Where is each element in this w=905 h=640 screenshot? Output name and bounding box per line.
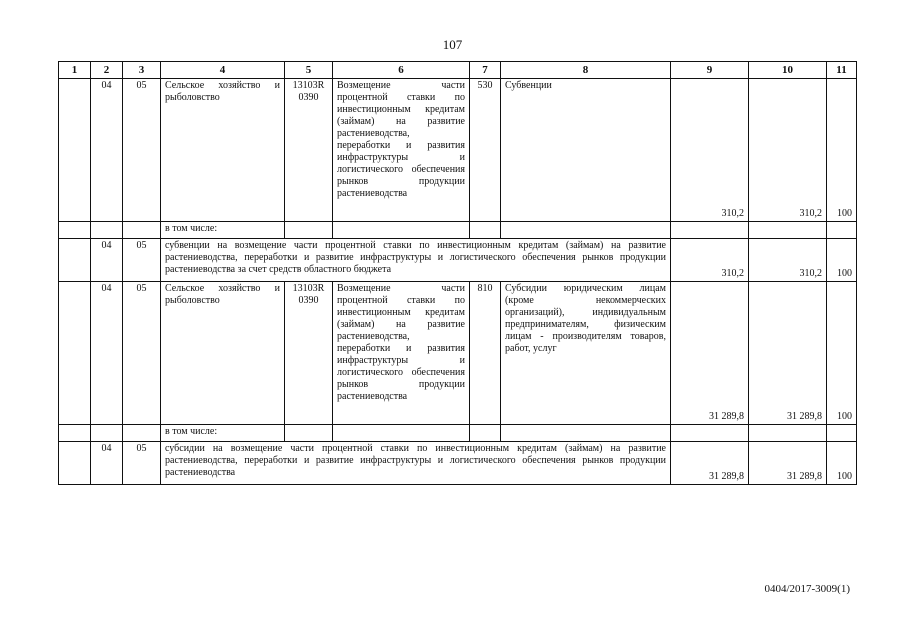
cell-actual: 310,2 <box>749 239 827 282</box>
cell-expense-name: Субсидии юридическим лицам (кроме некоммерческих организаций), индивидуальным предпринимателям, физическим лицам - производителям товаров, работ, услуг <box>501 282 671 425</box>
header-col-4: 4 <box>161 62 285 79</box>
cell-plan: 31 289,8 <box>671 282 749 425</box>
cell-including: в том числе: <box>161 425 285 442</box>
header-col-1: 1 <box>59 62 91 79</box>
cell-empty <box>671 222 749 239</box>
cell-section: 04 <box>91 442 123 485</box>
cell-empty <box>59 442 91 485</box>
cell-plan: 31 289,8 <box>671 442 749 485</box>
cell-section: 04 <box>91 79 123 222</box>
table-row <box>59 222 857 239</box>
cell-expense-name: Субвенции <box>501 79 671 222</box>
cell-empty <box>470 222 501 239</box>
header-col-8: 8 <box>501 62 671 79</box>
cell-empty <box>501 425 671 442</box>
cell-target-code: 13103R 0390 <box>285 79 333 222</box>
cell-empty <box>827 425 857 442</box>
cell-empty <box>59 222 91 239</box>
cell-name: Сельское хозяйство и рыболовство <box>161 282 285 425</box>
cell-empty <box>333 222 470 239</box>
cell-actual: 31 289,8 <box>749 282 827 425</box>
cell-including: в том числе: <box>161 222 285 239</box>
budget-table <box>58 61 857 485</box>
document-code: 0404/2017-3009(1) <box>764 583 850 595</box>
header-col-7: 7 <box>470 62 501 79</box>
cell-percent: 100 <box>827 442 857 485</box>
table-row <box>59 282 857 425</box>
cell-empty <box>123 425 161 442</box>
page-number: 107 <box>442 37 463 52</box>
cell-subsection: 05 <box>123 239 161 282</box>
header-row <box>59 62 857 79</box>
cell-section: 04 <box>91 282 123 425</box>
cell-empty <box>749 222 827 239</box>
cell-description: субвенции на возмещение части процентной ставки по инвестиционным кредитам (займам) на развитие растениеводства, переработки и развитие инфраструктуры и логистического обеспечения рынков продукции растениеводства за счет средств областного бюджета <box>161 239 671 282</box>
cell-empty <box>285 222 333 239</box>
cell-empty <box>59 282 91 425</box>
cell-percent: 100 <box>827 79 857 222</box>
cell-empty <box>671 425 749 442</box>
cell-empty <box>91 222 123 239</box>
cell-name: Сельское хозяйство и рыболовство <box>161 79 285 222</box>
table-row <box>59 425 857 442</box>
cell-subsection: 05 <box>123 442 161 485</box>
header-col-9: 9 <box>671 62 749 79</box>
cell-expense-type: 530 <box>470 79 501 222</box>
header-col-6: 6 <box>333 62 470 79</box>
header-col-3: 3 <box>123 62 161 79</box>
cell-actual: 31 289,8 <box>749 442 827 485</box>
cell-subsection: 05 <box>123 282 161 425</box>
cell-plan: 310,2 <box>671 79 749 222</box>
cell-subsection: 05 <box>123 79 161 222</box>
header-col-10: 10 <box>749 62 827 79</box>
header-col-2: 2 <box>91 62 123 79</box>
cell-description: субсидии на возмещение части процентной ставки по инвестиционным кредитам (займам) на развитие растениеводства, переработки и развитие инфраструктуры и логистического обеспечения рынков продукции растениеводства <box>161 442 671 485</box>
table-row <box>59 79 857 222</box>
cell-purpose: Возмещение части процентной ставки по инвестиционным кредитам (займам) на развитие растениеводства, переработки и развития инфраструктуры и логистического обеспечения рынков продукции растениеводства <box>333 79 470 222</box>
cell-empty <box>91 425 123 442</box>
cell-percent: 100 <box>827 282 857 425</box>
cell-purpose: Возмещение части процентной ставки по инвестиционным кредитам (займам) на развитие растениеводства, переработки и развития инфраструктуры и логистического обеспечения рынков продукции растениеводства <box>333 282 470 425</box>
cell-plan: 310,2 <box>671 239 749 282</box>
cell-expense-type: 810 <box>470 282 501 425</box>
cell-target-code: 13103R 0390 <box>285 282 333 425</box>
cell-empty <box>285 425 333 442</box>
cell-empty <box>827 222 857 239</box>
table-row <box>59 239 857 282</box>
cell-empty <box>59 425 91 442</box>
cell-empty <box>749 425 827 442</box>
table-row <box>59 442 857 485</box>
header-col-5: 5 <box>285 62 333 79</box>
cell-empty <box>59 79 91 222</box>
cell-percent: 100 <box>827 239 857 282</box>
cell-empty <box>59 239 91 282</box>
cell-empty <box>470 425 501 442</box>
cell-section: 04 <box>91 239 123 282</box>
header-col-11: 11 <box>827 62 857 79</box>
cell-empty <box>123 222 161 239</box>
cell-actual: 310,2 <box>749 79 827 222</box>
cell-empty <box>501 222 671 239</box>
cell-empty <box>333 425 470 442</box>
